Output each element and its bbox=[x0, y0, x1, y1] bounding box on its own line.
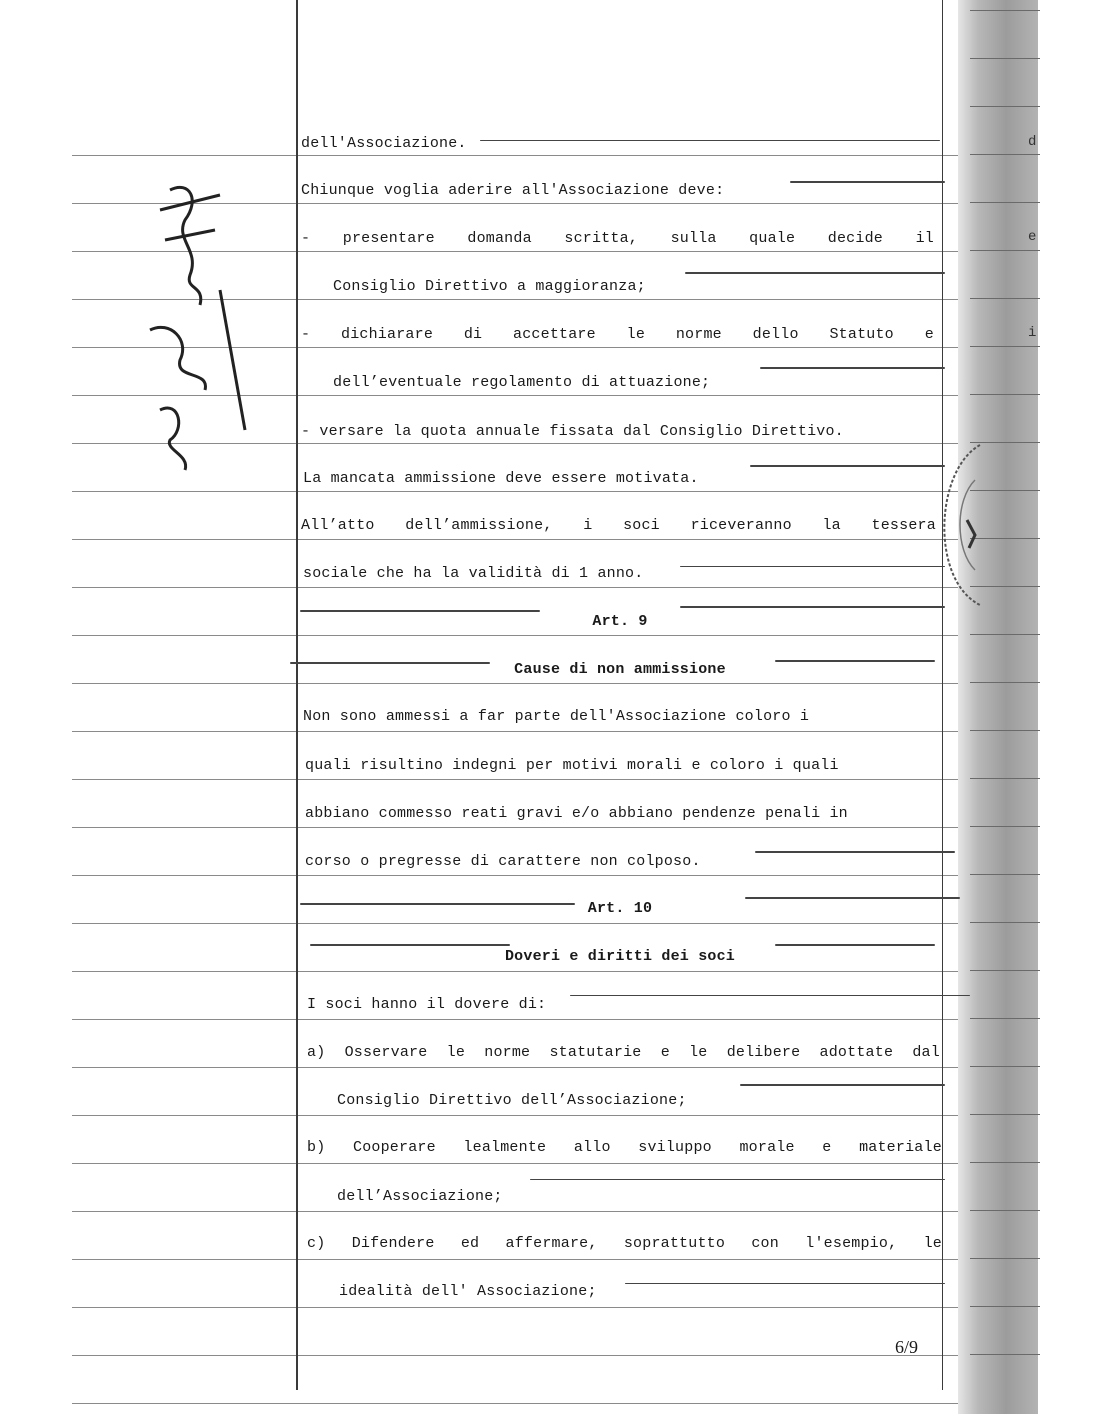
ruled-line bbox=[72, 1259, 967, 1260]
text-line: abbiano commesso reati gravi e/o abbiano pendenze penali in bbox=[305, 805, 848, 822]
adjacent-page-rule bbox=[970, 1066, 1040, 1067]
word: Difendere bbox=[351, 1235, 435, 1252]
justified-line-cooperare bbox=[307, 1138, 942, 1158]
handwritten-signature bbox=[130, 180, 260, 480]
margin-line bbox=[296, 0, 298, 1390]
ruled-line bbox=[72, 923, 967, 924]
adjacent-page-rule bbox=[970, 922, 1040, 923]
ruled-line bbox=[72, 1211, 967, 1212]
fill-stroke bbox=[755, 851, 955, 853]
adjacent-page-rule bbox=[970, 1018, 1040, 1019]
text-line: sociale che ha la validità di 1 anno. bbox=[303, 565, 644, 582]
word: statutarie bbox=[549, 1044, 642, 1061]
word: le bbox=[446, 1044, 466, 1061]
adjacent-page-rule bbox=[970, 778, 1040, 779]
justified-line-osservare bbox=[307, 1043, 940, 1063]
article-10-number: Art. 10 bbox=[587, 900, 653, 917]
word: con bbox=[751, 1235, 779, 1252]
word: soci bbox=[623, 517, 660, 534]
word: le bbox=[626, 326, 646, 343]
adjacent-page-rule bbox=[970, 1258, 1040, 1259]
adjacent-page-rule bbox=[970, 1306, 1040, 1307]
text-line: Chiunque voglia aderire all'Associazione deve: bbox=[301, 182, 725, 199]
ruled-line bbox=[72, 1307, 967, 1308]
word: riceveranno bbox=[690, 517, 792, 534]
word: All’atto bbox=[301, 517, 375, 534]
word: lealmente bbox=[463, 1139, 547, 1156]
word: il bbox=[915, 230, 934, 247]
word: adottate bbox=[819, 1044, 894, 1061]
word: norme bbox=[675, 326, 722, 343]
fill-stroke bbox=[570, 995, 970, 996]
right-margin-line bbox=[942, 0, 943, 1390]
justified-line-difendere bbox=[307, 1234, 942, 1254]
page-fold-shadow bbox=[958, 0, 1038, 1414]
text-line: - versare la quota annuale fissata dal Consiglio Direttivo. bbox=[301, 423, 844, 440]
word: b) bbox=[307, 1139, 326, 1156]
ruled-line bbox=[72, 683, 967, 684]
text-line: dell'Associazione. bbox=[301, 135, 467, 152]
adjacent-page-rule bbox=[970, 202, 1040, 203]
ruled-line bbox=[72, 635, 967, 636]
word: scritta, bbox=[564, 230, 638, 247]
text-line: Consiglio Direttivo a maggioranza; bbox=[333, 278, 646, 295]
text-line: I soci hanno il dovere di: bbox=[307, 996, 547, 1013]
word: c) bbox=[307, 1235, 326, 1252]
word: quale bbox=[749, 230, 796, 247]
adjacent-page-rule bbox=[970, 394, 1040, 395]
adjacent-page-rule bbox=[970, 826, 1040, 827]
adjacent-page-letter: d bbox=[1028, 134, 1037, 150]
fill-stroke bbox=[310, 944, 510, 946]
word: sulla bbox=[670, 230, 717, 247]
adjacent-page-rule bbox=[970, 682, 1040, 683]
adjacent-page-rule bbox=[970, 58, 1040, 59]
adjacent-page-rule bbox=[970, 1162, 1040, 1163]
fill-stroke bbox=[300, 903, 575, 905]
fill-stroke bbox=[790, 181, 945, 183]
fill-stroke bbox=[750, 465, 945, 467]
word: dell’ammissione, bbox=[405, 517, 553, 534]
fill-stroke bbox=[680, 566, 945, 567]
ruled-line bbox=[72, 491, 967, 492]
ruled-line bbox=[72, 1403, 967, 1404]
adjacent-page-rule bbox=[970, 346, 1040, 347]
ruled-line bbox=[72, 1067, 967, 1068]
adjacent-page-rule bbox=[970, 106, 1040, 107]
fill-stroke bbox=[760, 367, 945, 369]
word: decide bbox=[827, 230, 883, 247]
text-line: Consiglio Direttivo dell’Associazione; bbox=[337, 1092, 687, 1109]
ruled-line bbox=[72, 1019, 967, 1020]
adjacent-page-rule bbox=[970, 1210, 1040, 1211]
word: materiale bbox=[859, 1139, 942, 1156]
adjacent-page-rule bbox=[970, 1354, 1040, 1355]
article-9-title: Cause di non ammissione bbox=[514, 661, 726, 678]
adjacent-page-letter: i bbox=[1028, 325, 1037, 341]
text-line: Non sono ammessi a far parte dell'Associazione coloro i bbox=[303, 708, 810, 725]
word: di bbox=[463, 326, 483, 343]
justified-line-atto bbox=[301, 516, 936, 536]
fill-stroke bbox=[300, 610, 540, 612]
word: a) bbox=[307, 1044, 326, 1061]
fill-stroke bbox=[685, 272, 945, 274]
word: e bbox=[822, 1139, 832, 1156]
word: sviluppo bbox=[638, 1139, 712, 1156]
word: Statuto bbox=[829, 326, 894, 343]
word: le bbox=[923, 1235, 942, 1252]
word: affermare, bbox=[505, 1235, 598, 1252]
word: la bbox=[822, 517, 841, 534]
word: - bbox=[301, 326, 311, 343]
ruled-line bbox=[72, 971, 967, 972]
fill-stroke bbox=[680, 606, 945, 608]
word: l'esempio, bbox=[805, 1235, 898, 1252]
ruled-line bbox=[72, 539, 967, 540]
article-10-title: Doveri e diritti dei soci bbox=[504, 948, 736, 965]
adjacent-page-rule bbox=[970, 154, 1040, 155]
ruled-line bbox=[72, 1355, 967, 1356]
adjacent-page-rule bbox=[970, 634, 1040, 635]
word: norme bbox=[484, 1044, 531, 1061]
ruled-line bbox=[72, 587, 967, 588]
word: soprattutto bbox=[623, 1235, 726, 1252]
justified-line-dichiarare bbox=[301, 325, 934, 345]
fill-stroke bbox=[625, 1283, 945, 1284]
adjacent-page-rule bbox=[970, 298, 1040, 299]
article-9-number: Art. 9 bbox=[592, 613, 648, 630]
word: presentare bbox=[342, 230, 435, 247]
word: domanda bbox=[467, 230, 532, 247]
word: morale bbox=[739, 1139, 795, 1156]
text-line: dell’Associazione; bbox=[337, 1188, 503, 1205]
fill-stroke bbox=[775, 660, 935, 662]
fill-stroke bbox=[745, 897, 960, 899]
fill-stroke bbox=[775, 944, 935, 946]
ruled-line bbox=[72, 1115, 967, 1116]
ruled-line bbox=[72, 155, 967, 156]
ruled-line bbox=[72, 875, 967, 876]
word: ed bbox=[460, 1235, 480, 1252]
adjacent-page-rule bbox=[970, 250, 1040, 251]
text-line: corso o pregresse di carattere non colposo. bbox=[305, 853, 701, 870]
adjacent-page-rule bbox=[970, 970, 1040, 971]
word: tessera bbox=[871, 517, 936, 534]
word: dello bbox=[752, 326, 799, 343]
word: Osservare bbox=[344, 1044, 428, 1061]
fill-stroke bbox=[530, 1179, 945, 1180]
word: i bbox=[583, 517, 593, 534]
ruled-line bbox=[72, 731, 967, 732]
word: accettare bbox=[513, 326, 596, 343]
ruled-line bbox=[72, 779, 967, 780]
fill-stroke bbox=[290, 662, 490, 664]
word: Cooperare bbox=[353, 1139, 436, 1156]
justified-line-presentare bbox=[301, 229, 934, 249]
text-line: La mancata ammissione deve essere motivata. bbox=[303, 470, 699, 487]
ruled-line bbox=[72, 1163, 967, 1164]
ruled-line bbox=[72, 827, 967, 828]
adjacent-page-rule bbox=[970, 874, 1040, 875]
word: dal bbox=[912, 1044, 940, 1061]
word: dichiarare bbox=[341, 326, 434, 343]
text-line: quali risultino indegni per motivi morali e coloro i quali bbox=[305, 757, 839, 774]
word: e bbox=[660, 1044, 670, 1061]
word: - bbox=[301, 230, 311, 247]
adjacent-page-rule bbox=[970, 730, 1040, 731]
text-line: idealità dell' Associazione; bbox=[339, 1283, 597, 1300]
page-number: 6/9 bbox=[895, 1337, 919, 1357]
word: e bbox=[924, 326, 934, 343]
word: allo bbox=[573, 1139, 611, 1156]
adjacent-page-rule bbox=[970, 10, 1040, 11]
word: delibere bbox=[726, 1044, 801, 1061]
adjacent-page-letter: e bbox=[1028, 229, 1037, 245]
fill-stroke bbox=[740, 1084, 945, 1086]
fill-stroke bbox=[480, 140, 940, 141]
word: le bbox=[689, 1044, 708, 1061]
text-line: dell’eventuale regolamento di attuazione; bbox=[333, 374, 711, 391]
adjacent-page-rule bbox=[970, 1114, 1040, 1115]
